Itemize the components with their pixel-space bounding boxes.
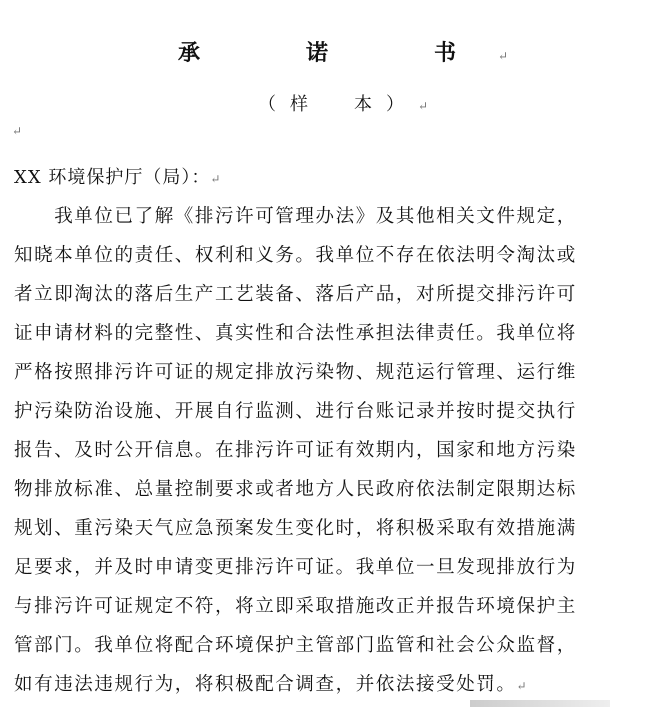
body-line: 报告、及时公开信息。在排污许可证有效期内，国家和地方污染 — [14, 440, 577, 461]
addressee-line: XX 环境保护厅（局）：↵ — [14, 167, 221, 188]
page-edge-shadow — [470, 700, 610, 707]
document-subtitle: （样 本）↵ — [257, 94, 429, 115]
body-line: 知晓本单位的责任、权利和义务。我单位不存在依法明令淘汰或 — [14, 245, 577, 266]
paragraph-mark-icon: ↵ — [516, 679, 527, 693]
paragraph-mark-icon: ↵ — [210, 172, 221, 186]
body-line: 足要求，并及时申请变更排污许可证。我单位一旦发现排放行为 — [14, 557, 577, 578]
body-line: 严格按照排污许可证的规定排放污染物、规范运行管理、运行维 — [14, 362, 577, 383]
body-line: 物排放标准、总量控制要求或者地方人民政府依法制定限期达标 — [14, 479, 577, 500]
paragraph-mark-icon: ↵ — [497, 49, 509, 63]
paragraph-mark-icon: ↵ — [12, 124, 23, 138]
body-line: 我单位已了解《排污许可管理办法》及其他相关文件规定， — [14, 206, 577, 227]
body-line: 证申请材料的完整性、真实性和合法性承担法律责任。我单位将 — [14, 323, 577, 344]
body-line: 规划、重污染天气应急预案发生变化时，将积极采取有效措施满 — [14, 518, 577, 539]
body-line: 者立即淘汰的落后生产工艺装备、落后产品，对所提交排污许可 — [14, 284, 577, 305]
body-line: 护污染防治设施、开展自行监测、进行台账记录并按时提交执行 — [14, 401, 577, 422]
document-title: 承 诺 书↵ — [177, 40, 509, 66]
body-line: 与排污许可证规定不符，将立即采取措施改正并报告环境保护主 — [14, 596, 577, 617]
paragraph-mark-icon: ↵ — [417, 99, 429, 113]
body-line-last: 如有违法违规行为，将积极配合调查，并依法接受处罚。↵ — [14, 674, 527, 695]
body-line: 管部门。我单位将配合环境保护主管部门监管和社会公众监督， — [14, 635, 577, 656]
